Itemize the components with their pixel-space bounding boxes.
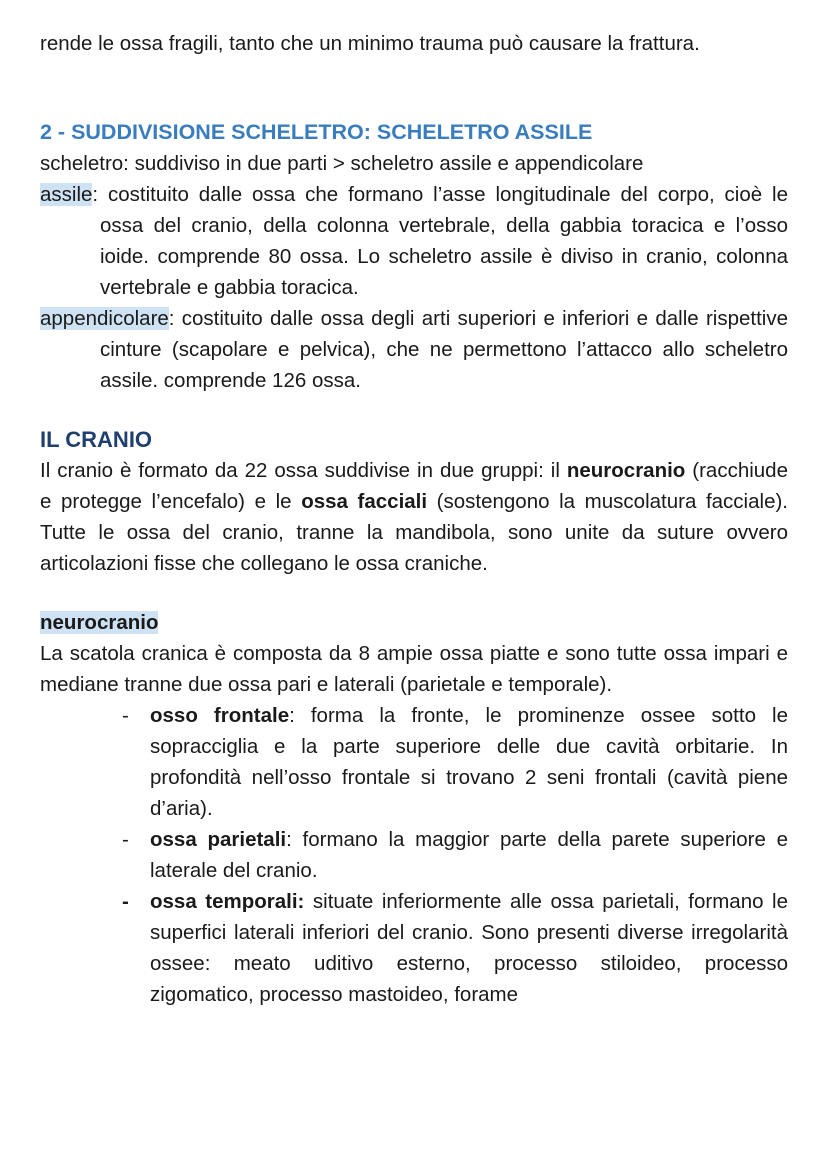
list-item-ossa-temporali — [122, 886, 788, 1010]
assile-text: : costituito dalle ossa che formano l’asse longitudinale del corpo, cioè le ossa del cranio, della colonna vertebrale, della gabbia toracica e l’osso ioide. comprende 80 ossa. Lo scheletro assile è diviso in cranio, colonna vertebrale e gabbia toracica. — [92, 183, 788, 299]
cranio-text-1: Il cranio è formato da 22 ossa suddivise in due gruppi: il — [40, 459, 567, 482]
list-dash: - — [122, 704, 129, 727]
cranio-facciali-term: ossa facciali — [301, 490, 428, 513]
cranio-neurocranio-term: neurocranio — [566, 459, 686, 482]
list-dash: - — [122, 828, 129, 851]
neurocranio-title — [40, 607, 788, 638]
bone-text: : formano la maggior parte della parete superiore e laterale del cranio. — [150, 828, 788, 882]
assile-term: assile — [40, 183, 93, 206]
cranio-paragraph — [40, 455, 788, 579]
list-dash: - — [122, 890, 129, 913]
appendicolare-definition — [40, 303, 788, 396]
list-item-osso-frontale — [122, 700, 788, 824]
section-2-line: scheletro: suddiviso in due parti > scheletro assile e appendicolare — [40, 152, 644, 175]
cranio-title: IL CRANIO — [40, 427, 153, 452]
appendicolare-text: : costituito dalle ossa degli arti superiori e inferiori e dalle rispettive cinture (scapolare e pelvica), che ne permettono l’attacco allo scheletro assile. comprende 126 ossa. — [100, 307, 788, 392]
bone-term: ossa parietali — [150, 828, 287, 851]
bone-text: situate inferiormente alle ossa parietali, formano le superfici laterali inferiori del cranio. Sono presenti diverse irregolarità ossee: meato uditivo esterno, processo stiloideo, processo zigomatico, processo mastoideo, forame — [150, 890, 788, 1006]
bone-text: : forma la fronte, le prominenze ossee sotto le sopracciglia e la parte superiore delle due cavità orbitarie. In profondità nell’osso frontale si trovano 2 seni frontali (cavità piene d’aria). — [150, 704, 788, 820]
neurocranio-title-text: neurocranio — [40, 611, 159, 634]
appendicolare-term: appendicolare — [40, 307, 169, 330]
bone-term: osso frontale — [150, 704, 290, 727]
cranio-text-2: (racchiude e protegge l’encefalo) e le — [40, 459, 788, 513]
bone-list — [40, 700, 788, 1010]
section-2-title: 2 - SUDDIVISIONE SCHELETRO: SCHELETRO ASSILE — [40, 120, 593, 144]
assile-definition — [40, 179, 788, 303]
neurocranio-intro: La scatola cranica è composta da 8 ampie ossa piatte e sono tutte ossa impari e mediane tranne due ossa pari e laterali (parietale e temporale). — [40, 642, 788, 696]
bone-term: ossa temporali: — [150, 890, 305, 913]
cranio-text-3: (sostengono la muscolatura facciale). Tutte le ossa del cranio, tranne la mandibola, sono unite da suture ovvero articolazioni fisse che collegano le ossa craniche. — [40, 490, 788, 575]
list-item-ossa-parietali — [122, 824, 788, 886]
intro-continuation: rende le ossa fragili, tanto che un minimo trauma può causare la frattura. — [40, 32, 700, 55]
